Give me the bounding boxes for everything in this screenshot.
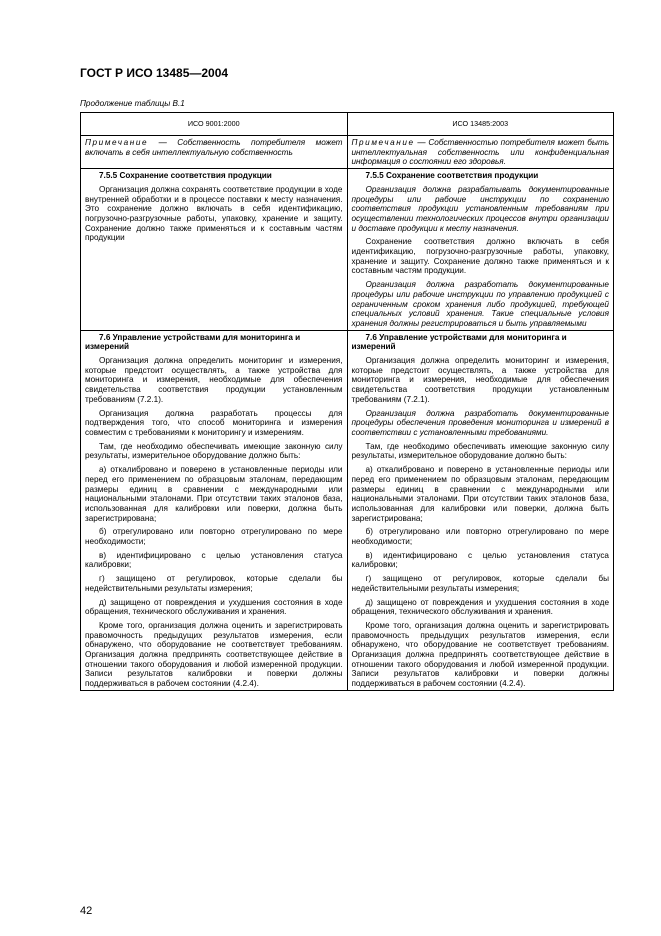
cell-76-right xyxy=(347,330,614,690)
item-76-right-c: в) идентифицировано с целью установления статуса калибровки; xyxy=(351,550,609,570)
note-label-right: Примечание xyxy=(351,138,415,147)
heading-755-left: 7.5.5 Сохранение соответствия продукции xyxy=(99,171,272,181)
cell-76-left xyxy=(81,330,348,690)
heading-76-right: 7.6 Управление устройствами для мониторинга и измерений xyxy=(351,332,567,352)
para-76-left-1: Организация должна определить мониторинг и измерения, которые предстоит осуществлять, а также устройства для мониторинга и измерения, необходимые для обеспечения свидетельства соответствия продукции установленным требованиям (7.2.1). xyxy=(85,356,343,404)
comparison-table xyxy=(80,112,614,691)
para-755-right-3: Организация должна разработать документированные процедуры или рабочие инструкции по управлению продукцией с ограниченным сроком хранения либо продукцией, требующей специальных условий хранения. Такие специальные условия хранения должны регистрироваться и быть управляемыми xyxy=(351,280,609,328)
note-left xyxy=(85,138,343,157)
column-header-iso9001: ИСО 9001:2000 xyxy=(81,113,348,136)
table-header-row xyxy=(81,113,614,136)
table-row-76 xyxy=(81,330,614,690)
para-76-right-3: Там, где необходимо обеспечивать имеющие законную силу результаты, измерительное оборудование должно быть: xyxy=(351,441,609,461)
para-76-left-2: Организация должна разработать процессы для подтверждения того, что способ мониторинга и измерения совместим с требованиями к мониторингу и измерениям. xyxy=(85,408,343,437)
heading-76-left: 7.6 Управление устройствами для мониторинга и измерений xyxy=(85,332,301,352)
item-76-right-a: а) откалибровано и поверено в установленные периоды или перед его применением по образцовым эталонам, передающим размеры единиц в сравнении с международными или национальными эталонами. При отсутствии таких эталонов база, использованная для калибровки или поверки, должна быть зарегистрирована; xyxy=(351,465,609,523)
para-755-left-1: Организация должна сохранять соответствие продукции в ходе внутренней обработки и в процессе поставки к месту назначения. Это сохранение должно включать в себя идентификацию, погрузочно-разгрузочные работы, упаковку, хранение и защиту. Сохранение должно также применяться и к составным частям продукции xyxy=(85,184,343,243)
note-text-left: — Собственность потребителя может включать в себя интеллектуальную собственность xyxy=(85,138,343,157)
table-continuation-caption: Продолжение таблицы В.1 xyxy=(80,99,185,108)
item-76-right-b: б) отрегулировано или повторно отрегулировано по мере необходимости; xyxy=(351,527,609,547)
para-76-left-3: Там, где необходимо обеспечивать имеющие законную силу результаты, измерительное оборудование должно быть: xyxy=(85,441,343,461)
heading-755-right: 7.5.5 Сохранение соответствия продукции xyxy=(365,171,539,181)
para-76-right-1: Организация должна определить мониторинг и измерения, которые предстоит осуществлять, а также устройства для мониторинга и измерения, необходимые для обеспечения свидетельства соответствия продукции установленным требованиям (7.2.1). xyxy=(351,356,609,404)
item-76-right-d: г) защищено от регулировок, которые сделали бы недействительными результаты измерения; xyxy=(351,574,609,593)
item-76-left-c: в) идентифицировано с целью установления статуса калибровки; xyxy=(85,550,343,570)
para-76-left-4: Кроме того, организация должна оценить и зарегистрировать правомочность предыдущих результатов измерения, если обнаружено, что оборудование не соответствует требованиям. Организация должна предпринять соответствующее действие в отношении такого оборудования и любой измеренной продукции. Записи результатов калибровки и поверки должны поддерживаться в рабочем состоянии (4.2.4). xyxy=(85,620,343,689)
item-76-left-b: б) отрегулировано или повторно отрегулировано по мере необходимости; xyxy=(85,527,343,547)
item-76-right-e: д) защищено от повреждения и ухудшения состояния в ходе обращения, технического обслуживания и хранения. xyxy=(351,597,609,617)
note-text-right: — Собственностью потребителя может быть интеллектуальная собственность или конфиденциальная информация о состоянии его здоровья. xyxy=(351,138,609,167)
note-cell-right xyxy=(347,136,614,169)
page-number: 42 xyxy=(80,905,93,917)
item-76-left-a: а) откалибровано и поверено в установленные периоды или перед его применением по образцовым эталонам, передающим размеры единиц в сравнении с международными или национальными эталонами. При отсутствии таких эталонов база, использованная для калибровки или поверки, должна быть зарегистрирована; xyxy=(85,465,343,523)
note-label-left: Примечание xyxy=(85,138,149,147)
item-76-left-e: д) защищено от повреждения и ухудшения состояния в ходе обращения, технического обслуживания и хранения. xyxy=(85,597,343,617)
column-header-iso13485: ИСО 13485:2003 xyxy=(347,113,614,136)
note-right xyxy=(352,138,610,167)
para-755-right-1: Организация должна разрабатывать документированные процедуры или рабочие инструкции по сохранению соответствия продукции установленным требованиям при осуществлении технологических процессов внутри организации и доставке продукции к месту назначения. xyxy=(351,184,609,233)
note-cell-left xyxy=(81,136,348,169)
document-title: ГОСТ Р ИСО 13485—2004 xyxy=(80,66,229,80)
cell-755-right xyxy=(347,169,614,331)
para-755-right-2: Сохранение соответствия должно включать в себя идентификацию, погрузочно-разгрузочные работы, упаковку, хранение и защиту. Сохранение должно также применяться и к составным частям продукции. xyxy=(351,237,609,276)
cell-755-left xyxy=(81,169,348,331)
table-row-note xyxy=(81,136,614,169)
para-76-right-2: Организация должна разработать документированные процедуры обеспечения проведения мониторинга и измерений в соответствии с установленными требованиями. xyxy=(351,408,609,437)
table-row-755 xyxy=(81,169,614,331)
para-76-right-4: Кроме того, организация должна оценить и зарегистрировать правомочность предыдущих результатов измерения, если обнаружено, что оборудование не соответствует требованиям. Организация должна предпринять соответствующее действие в отношении такого оборудования и любой измеренной продукции. Записи результатов калибровки и поверки должны поддерживаться в рабочем состоянии (4.2.4). xyxy=(351,620,609,689)
item-76-left-d: г) защищено от регулировок, которые сделали бы недействительными результаты измерения; xyxy=(85,574,343,593)
